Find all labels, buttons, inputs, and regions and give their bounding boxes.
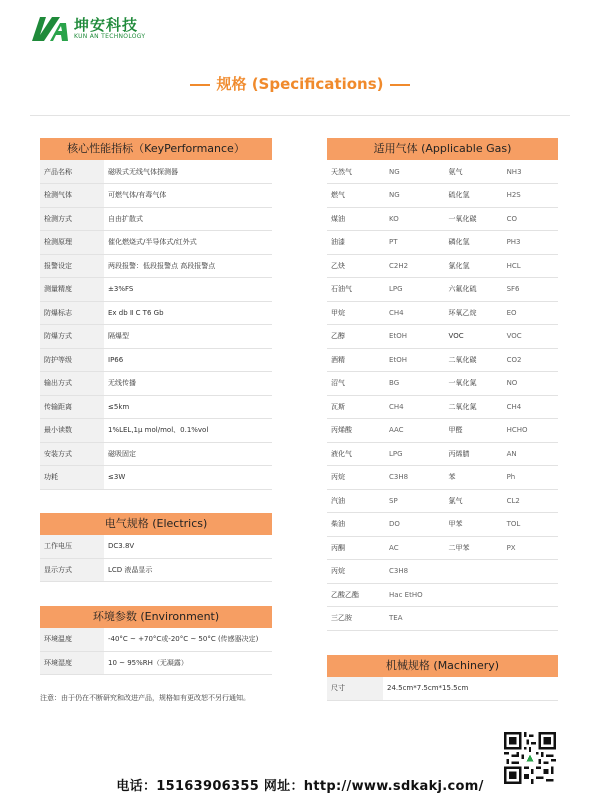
gas-name: 乙酸乙酯 xyxy=(327,583,385,607)
spec-key: 环境湿度 xyxy=(40,651,104,674)
table-row xyxy=(40,442,272,466)
spec-key: 尺寸 xyxy=(327,677,383,700)
gas-name xyxy=(445,583,503,607)
gas-name xyxy=(445,607,503,631)
gas-formula: KO xyxy=(385,207,445,231)
spec-value: LCD 液晶显示 xyxy=(104,558,272,581)
gas-name: 丙烯酸 xyxy=(327,419,385,443)
spec-value: ≤5km xyxy=(104,395,272,419)
brand-name-en: KUN AN TECHNOLOGY xyxy=(74,33,146,40)
table-row xyxy=(327,325,558,349)
table-row xyxy=(40,278,272,302)
table-row xyxy=(327,231,558,255)
gas-name xyxy=(445,560,503,584)
gas-name: 苯 xyxy=(445,466,503,490)
gas-name: 丙烷 xyxy=(327,560,385,584)
table-row xyxy=(327,560,558,584)
gas-name: 甲苯 xyxy=(445,513,503,537)
table-row xyxy=(40,535,272,558)
table-row xyxy=(40,254,272,278)
gas-name: 二甲苯 xyxy=(445,536,503,560)
spec-key: 检测原理 xyxy=(40,231,104,255)
table-row xyxy=(40,395,272,419)
gas-name: 二氧化氮 xyxy=(445,395,503,419)
gas-name: 一氧化碳 xyxy=(445,207,503,231)
table-row xyxy=(327,395,558,419)
gas-formula: Ph xyxy=(503,466,558,490)
gas-formula: CH4 xyxy=(385,301,445,325)
kunan-logo-icon xyxy=(30,15,70,43)
divider xyxy=(30,115,570,116)
spec-value: ±3%FS xyxy=(104,278,272,302)
gas-name: 磷化氢 xyxy=(445,231,503,255)
gas-formula: C3H8 xyxy=(385,560,445,584)
gas-name: 天然气 xyxy=(327,160,385,184)
spec-key: 检测气体 xyxy=(40,184,104,208)
gas-formula: EtOH xyxy=(385,325,445,349)
title-dash-right xyxy=(390,84,410,86)
spec-key: 测量精度 xyxy=(40,278,104,302)
environment-title: 环境参数 (Environment) xyxy=(40,606,272,628)
table-row xyxy=(327,677,558,700)
gas-formula: NG xyxy=(385,160,445,184)
table-row xyxy=(327,583,558,607)
gas-name: 硫化氢 xyxy=(445,184,503,208)
brand-name-cn: 坤安科技 xyxy=(74,16,139,34)
spec-key: 输出方式 xyxy=(40,372,104,396)
gas-formula: PX xyxy=(503,536,558,560)
gas-formula: C2H2 xyxy=(385,254,445,278)
gas-formula: SP xyxy=(385,489,445,513)
gas-formula: TOL xyxy=(503,513,558,537)
table-row xyxy=(327,442,558,466)
table-row xyxy=(327,419,558,443)
spec-value: 两段报警：低段报警点 高段报警点 xyxy=(104,254,272,278)
gas-formula: AAC xyxy=(385,419,445,443)
gas-name: 氨气 xyxy=(445,160,503,184)
gas-formula: EO xyxy=(503,301,558,325)
table-row xyxy=(40,301,272,325)
gas-formula: CL2 xyxy=(503,489,558,513)
table-row xyxy=(40,372,272,396)
title-dash-left xyxy=(190,84,210,86)
gas-formula: CH4 xyxy=(385,395,445,419)
table-row xyxy=(327,466,558,490)
gas-name: 石油气 xyxy=(327,278,385,302)
table-row xyxy=(327,536,558,560)
gas-formula: HCHO xyxy=(503,419,558,443)
page-title-text: 规格 (Specifications) xyxy=(216,75,384,93)
gas-formula: LPG xyxy=(385,278,445,302)
gas-name: 丙烷 xyxy=(327,466,385,490)
spec-key: 工作电压 xyxy=(40,535,104,558)
gas-formula: CO2 xyxy=(503,348,558,372)
spec-value: ≤3W xyxy=(104,466,272,490)
spec-value: 磁吸固定 xyxy=(104,442,272,466)
spec-value: 24.5cm*7.5cm*15.5cm xyxy=(383,677,558,700)
table-row xyxy=(327,278,558,302)
spec-key: 环境温度 xyxy=(40,628,104,651)
table-row xyxy=(327,489,558,513)
gas-name: VOC xyxy=(445,325,503,349)
gas-name: 液化气 xyxy=(327,442,385,466)
table-row xyxy=(40,628,272,651)
gas-formula: EtOH xyxy=(385,348,445,372)
electrics-table xyxy=(40,535,272,582)
spec-key: 防护等级 xyxy=(40,348,104,372)
spec-key: 最小读数 xyxy=(40,419,104,443)
gas-name: 六氟化硫 xyxy=(445,278,503,302)
applicable-gas-section xyxy=(327,138,558,631)
table-row xyxy=(40,348,272,372)
table-row xyxy=(327,207,558,231)
gas-formula: PH3 xyxy=(503,231,558,255)
table-row xyxy=(327,301,558,325)
gas-name: 丙酮 xyxy=(327,536,385,560)
table-row xyxy=(40,184,272,208)
spec-value: 催化燃烧式/半导体式/红外式 xyxy=(104,231,272,255)
spec-value: -40°C ~ +70°C或-20°C ~ 50°C (传感器决定) xyxy=(104,628,272,651)
key-performance-table xyxy=(40,160,272,490)
spec-key: 检测方式 xyxy=(40,207,104,231)
gas-formula: VOC xyxy=(503,325,558,349)
gas-formula xyxy=(503,560,558,584)
spec-key: 功耗 xyxy=(40,466,104,490)
key-performance-section xyxy=(40,138,272,490)
gas-formula: PT xyxy=(385,231,445,255)
spec-key: 报警设定 xyxy=(40,254,104,278)
gas-formula: CH4 xyxy=(503,395,558,419)
spec-value: 隔爆型 xyxy=(104,325,272,349)
table-row xyxy=(40,207,272,231)
applicable-gas-table xyxy=(327,160,558,631)
gas-name: 氯气 xyxy=(445,489,503,513)
spec-value: 自由扩散式 xyxy=(104,207,272,231)
table-row xyxy=(40,325,272,349)
table-row xyxy=(327,372,558,396)
spec-value: 磁吸式无线气体探测器 xyxy=(104,160,272,184)
gas-formula xyxy=(503,607,558,631)
gas-name: 一氧化氮 xyxy=(445,372,503,396)
gas-formula: C3H8 xyxy=(385,466,445,490)
environment-table xyxy=(40,628,272,675)
table-row xyxy=(327,254,558,278)
table-row xyxy=(327,607,558,631)
table-row xyxy=(40,558,272,581)
spec-key: 安装方式 xyxy=(40,442,104,466)
brand-logo xyxy=(30,14,145,44)
gas-name: 氯化氢 xyxy=(445,254,503,278)
spec-value: 无线传播 xyxy=(104,372,272,396)
table-row xyxy=(327,348,558,372)
gas-formula: CO xyxy=(503,207,558,231)
gas-formula: NH3 xyxy=(503,160,558,184)
table-row xyxy=(327,184,558,208)
spec-value: Ex db Ⅱ C T6 Gb xyxy=(104,301,272,325)
gas-formula: AC xyxy=(385,536,445,560)
gas-name: 汽油 xyxy=(327,489,385,513)
gas-formula: TEA xyxy=(385,607,445,631)
machinery-table xyxy=(327,677,558,701)
gas-formula: H2S xyxy=(503,184,558,208)
table-row xyxy=(40,466,272,490)
table-row xyxy=(40,419,272,443)
spec-value: 可燃气体/有毒气体 xyxy=(104,184,272,208)
spec-value: IP66 xyxy=(104,348,272,372)
spec-key: 传输距离 xyxy=(40,395,104,419)
gas-formula: DO xyxy=(385,513,445,537)
electrics-title: 电气规格 (Electrics) xyxy=(40,513,272,535)
table-row xyxy=(40,651,272,674)
spec-key: 防爆标志 xyxy=(40,301,104,325)
table-row xyxy=(40,160,272,184)
gas-formula: NG xyxy=(385,184,445,208)
applicable-gas-title: 适用气体 (Applicable Gas) xyxy=(327,138,558,160)
gas-formula: Hac EtHO xyxy=(385,583,445,607)
gas-name: 油漆 xyxy=(327,231,385,255)
gas-name: 瓦斯 xyxy=(327,395,385,419)
gas-name: 三乙胺 xyxy=(327,607,385,631)
table-row xyxy=(327,160,558,184)
machinery-title: 机械规格 (Machinery) xyxy=(327,655,558,677)
table-row xyxy=(40,231,272,255)
gas-name: 乙炔 xyxy=(327,254,385,278)
gas-formula: AN xyxy=(503,442,558,466)
gas-name: 丙烯腈 xyxy=(445,442,503,466)
gas-formula: BG xyxy=(385,372,445,396)
gas-formula xyxy=(503,583,558,607)
gas-formula: NO xyxy=(503,372,558,396)
gas-name: 甲烷 xyxy=(327,301,385,325)
spec-key: 产品名称 xyxy=(40,160,104,184)
spec-key: 防爆方式 xyxy=(40,325,104,349)
spec-value: DC3.8V xyxy=(104,535,272,558)
disclaimer-note: 注意：由于仍在不断研究和改进产品，规格如有更改恕不另行通知。 xyxy=(40,694,250,702)
gas-name: 燃气 xyxy=(327,184,385,208)
environment-section xyxy=(40,606,272,675)
key-performance-title: 核心性能指标（KeyPerformance） xyxy=(40,138,272,160)
table-row xyxy=(327,513,558,537)
spec-value: 1%LEL,1μ mol/mol、0.1%vol xyxy=(104,419,272,443)
gas-formula: SF6 xyxy=(503,278,558,302)
gas-name: 柴油 xyxy=(327,513,385,537)
gas-name: 二氧化碳 xyxy=(445,348,503,372)
gas-formula: LPG xyxy=(385,442,445,466)
gas-name: 乙醇 xyxy=(327,325,385,349)
spec-key: 显示方式 xyxy=(40,558,104,581)
page-title xyxy=(0,73,600,94)
gas-name: 沼气 xyxy=(327,372,385,396)
gas-name: 煤油 xyxy=(327,207,385,231)
machinery-section xyxy=(327,655,558,701)
electrics-section xyxy=(40,513,272,582)
spec-value: 10 ~ 95%RH（无凝露） xyxy=(104,651,272,674)
gas-formula: HCL xyxy=(503,254,558,278)
gas-name: 酒精 xyxy=(327,348,385,372)
gas-name: 环氧乙烷 xyxy=(445,301,503,325)
gas-name: 甲醛 xyxy=(445,419,503,443)
contact-footer: 电话：15163906355 网址：http://www.sdkakj.com/ xyxy=(116,779,484,794)
